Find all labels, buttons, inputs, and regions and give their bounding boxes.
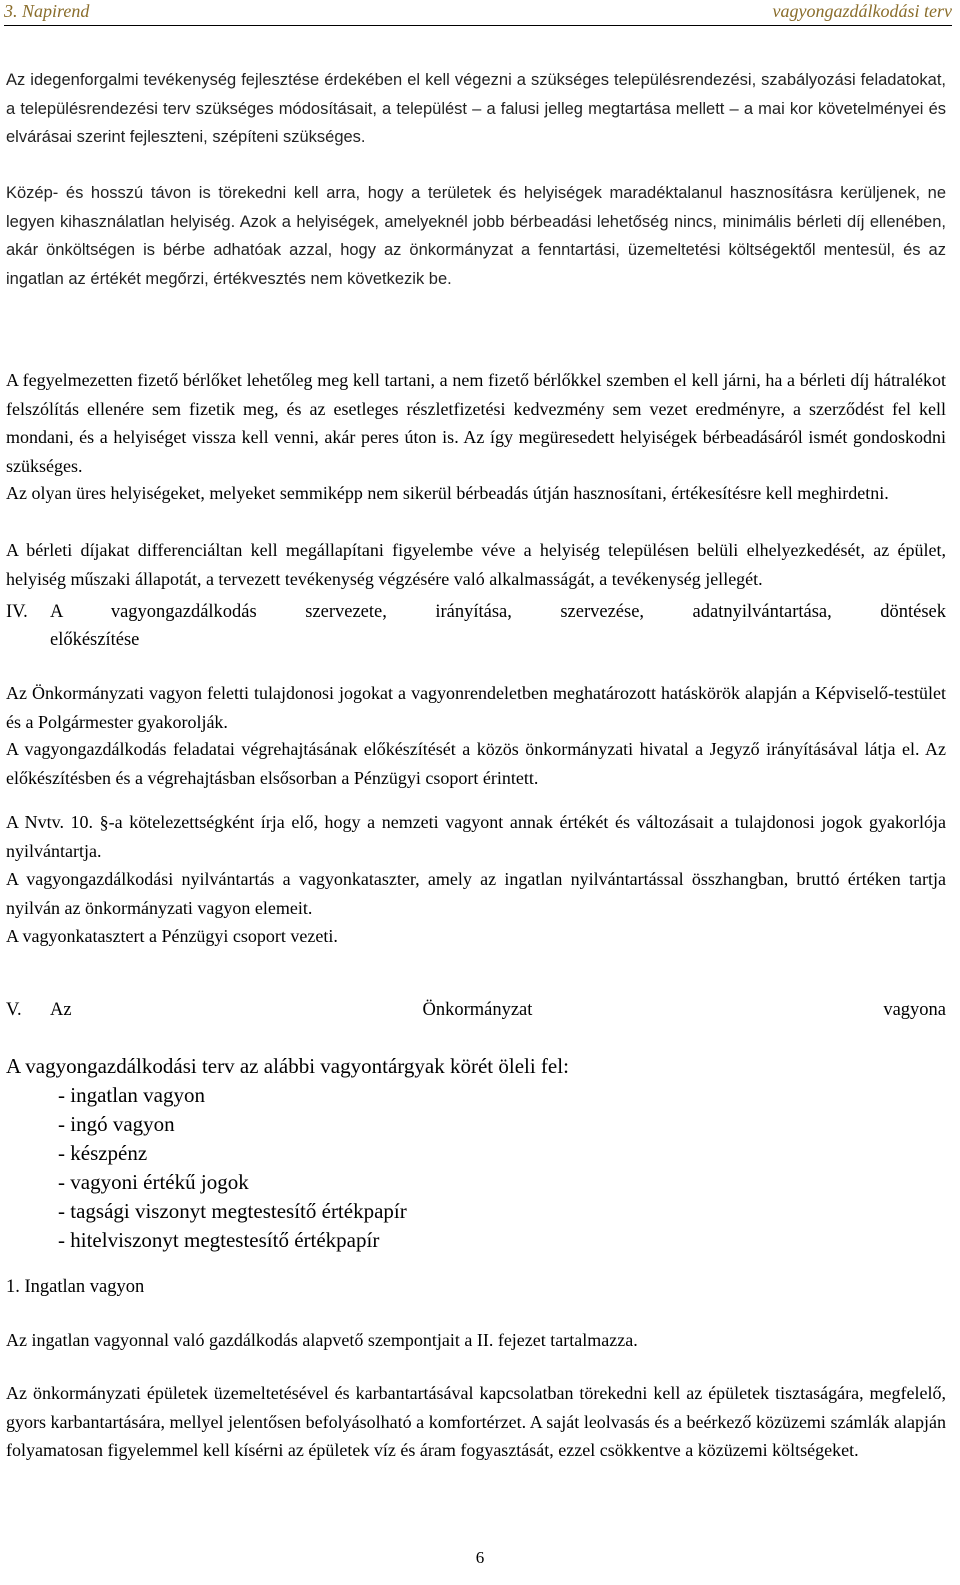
section-number-v: V.	[6, 1000, 22, 1020]
subsection-heading-real-estate: 1. Ingatlan vagyon	[6, 1277, 145, 1297]
paragraph-empty-premises: Az olyan üres helyiségeket, melyeket semmiképp nem sikerül bérbeadás útján hasznosítani, értékesítésre kell meghirdetni.	[6, 483, 889, 503]
paragraph-ownership-rights: Az Önkormányzati vagyon feletti tulajdonosi jogokat a vagyonrendeletben meghatározott hatáskörök alapján a Képviselő-testület és a Polgármester gyakorolják.	[6, 683, 946, 732]
paragraph-cadastre: A vagyongazdálkodási nyilvántartás a vagyonkataszter, amely az ingatlan nyilvántartással összhangban, bruttó értéken tartja nyilván az önkormányzati vagyon elemeit.	[6, 869, 946, 918]
paragraph-space-utilization	[6, 179, 946, 293]
list-item: - ingatlan vagyon	[58, 1083, 205, 1107]
list-item: - ingó vagyon	[58, 1112, 175, 1136]
asset-list-intro: A vagyongazdálkodási terv az alábbi vagyontárgyak körét öleli fel:	[6, 1054, 569, 1078]
paragraph-real-estate-principles: Az ingatlan vagyonnal való gazdálkodás alapvető szempontjait a II. fejezet tartalmazza.	[6, 1330, 638, 1350]
paragraph-building-maintenance: Az önkormányzati épületek üzemeltetésével és karbantartásával kapcsolatban törekedni kell az épületek tisztaságára, megfelelő, gyors karbantartására, mellyel jelentősen befolyásolható a komfortérzet. A saját leolvasás és a beérkező közüzemi számlák alapján folyamatosan figyelemmel kell kísérni az épületek víz és áram fogyasztását, ezzel csökkentve a közüzemi költségeket.	[6, 1383, 946, 1460]
header-agenda-item: 3. Napirend	[4, 1, 90, 21]
paragraph-preparation: A vagyongazdálkodás feladatai végrehajtásának előkészítését a közös önkormányzati hivatal a Jegyző irányításával látja el. Az előkészítésben és a végrehajtásban elsősorban a Pénzügyi csoport érintett.	[6, 739, 946, 788]
section-title-iv-line1: A vagyongazdálkodás szervezete, irányítása, szervezése, adatnyilvántartása, döntések	[50, 602, 946, 622]
list-item: - hitelviszonyt megtestesítő értékpapír	[58, 1228, 380, 1252]
asset-list	[58, 1081, 407, 1255]
section-heading-iv	[6, 598, 946, 656]
page-number: 6	[475, 1548, 485, 1567]
header-document-title: vagyongazdálkodási terv	[772, 1, 952, 21]
paragraph-space-utilization-rest: Azok a helyiségek, amelyeknél jobb bérbeadási lehetőség nincs, minimális bérleti díj ellenében, akár önköltségen is bérbe adhatóak azzal, hogy az önkormányzat a fenntartási, üzemeltetési költségektől mentesül, és az ingatlan az értékét megőrzi, értékvesztés nem következik be.	[6, 212, 946, 288]
section-number-iv: IV.	[6, 602, 28, 622]
paragraph-space-utilization-lead: Közép- és hosszú távon is törekedni kell arra, hogy a területek és helyiségek maradéktalanul hasznosításra kerüljenek, ne legyen kihasználatlan helyiség.	[6, 184, 946, 231]
section-title-v: Az Önkormányzat vagyona	[50, 1000, 946, 1020]
list-item: - készpénz	[58, 1141, 148, 1165]
paragraph-rental-fees: A bérleti díjakat differenciáltan kell megállapítani figyelembe véve a helyiség településen belüli elhelyezkedését, az épület, helyiség műszaki állapotát, a tervezett tevékenység végzésére való alkalmasságát, a tevékenység jellegét.	[6, 540, 946, 589]
list-item: - vagyoni értékű jogok	[58, 1170, 249, 1194]
list-item: - tagsági viszonyt megtestesítő értékpapír	[58, 1199, 407, 1223]
paragraph-nvtv: A Nvtv. 10. §-a kötelezettségként írja elő, hogy a nemzeti vagyont annak értékét és változásait a tulajdonosi jogok gyakorlója nyilvántartja.	[6, 812, 946, 861]
page-header	[4, 0, 952, 26]
paragraph-tourism-development: Az idegenforgalmi tevékenység fejlesztése érdekében el kell végezni a szükséges településrendezési, szabályozási feladatokat, a településrendezési terv szükséges módosításait, a települést – a falusi jelleg megtartása mellett – a mai kor követelményei és elvárásai szerint fejleszteni, szépíteni szükséges.	[6, 71, 946, 146]
section-heading-v	[6, 996, 946, 1026]
paragraph-tenants: A fegyelmezetten fizető bérlőket lehetőleg meg kell tartani, a nem fizető bérlőkkel szemben el kell járni, ha a bérleti díj hátralékot felszólítás ellenére sem fizetik meg, és az esetleges részletfizetési kedvezmény sem vezet eredményre, a szerződést fel kell mondani, és a helyiséget vissza kell venni, akár peres úton is. Az így megüresedett helyiségek bérbeadásáról ismét gondoskodni szükséges.	[6, 370, 946, 476]
section-title-iv-line2: előkészítése	[50, 630, 140, 650]
paragraph-cadastre-keeper: A vagyonkatasztert a Pénzügyi csoport vezeti.	[6, 926, 338, 946]
